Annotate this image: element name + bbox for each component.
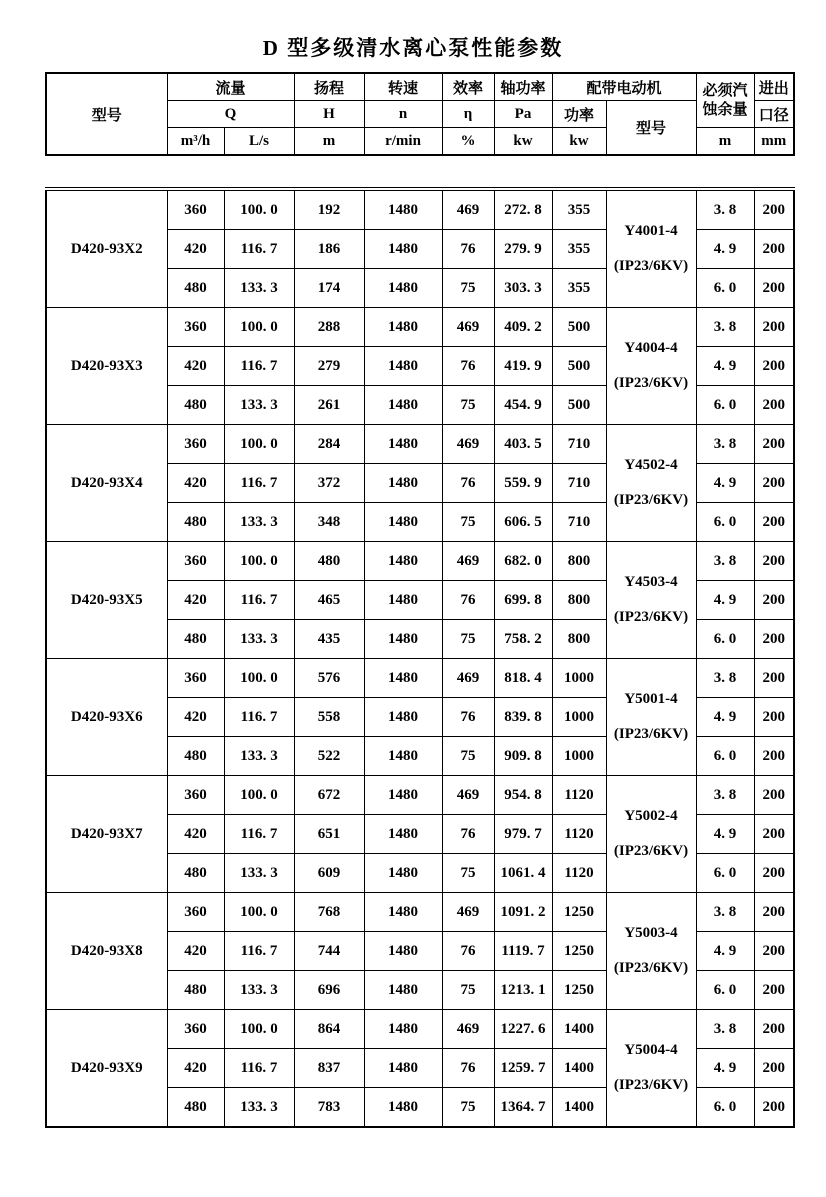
cell-efficiency: 76 xyxy=(442,1049,494,1088)
cell-shaft-power: 699. 8 xyxy=(494,581,552,620)
motor-model: Y4004-4 xyxy=(624,340,678,356)
cell-motor-power: 1400 xyxy=(552,1010,606,1049)
cell-npsh: 4. 9 xyxy=(696,932,754,971)
cell-flow-ls: 133. 3 xyxy=(224,971,294,1010)
header-motor-power-unit: kw xyxy=(552,128,606,156)
header-speed-unit: r/min xyxy=(364,128,442,156)
table-row xyxy=(46,1010,794,1049)
cell-port: 200 xyxy=(754,269,794,308)
cell-npsh: 3. 8 xyxy=(696,1010,754,1049)
cell-npsh: 3. 8 xyxy=(696,425,754,464)
cell-port: 200 xyxy=(754,230,794,269)
header-npsh-line1: 必须汽 xyxy=(702,82,748,99)
cell-flow-ls: 116. 7 xyxy=(224,230,294,269)
cell-head: 192 xyxy=(294,189,364,230)
cell-port: 200 xyxy=(754,189,794,230)
cell-motor-power: 1400 xyxy=(552,1088,606,1128)
cell-port: 200 xyxy=(754,620,794,659)
cell-npsh: 6. 0 xyxy=(696,620,754,659)
header-row-1 xyxy=(46,73,794,101)
pump-model-cell: D420-93X9 xyxy=(46,1010,167,1128)
cell-efficiency: 75 xyxy=(442,386,494,425)
cell-npsh: 3. 8 xyxy=(696,308,754,347)
cell-flow-ls: 133. 3 xyxy=(224,269,294,308)
cell-npsh: 4. 9 xyxy=(696,347,754,386)
cell-head: 435 xyxy=(294,620,364,659)
cell-efficiency: 469 xyxy=(442,776,494,815)
cell-speed: 1480 xyxy=(364,464,442,503)
cell-speed: 1480 xyxy=(364,971,442,1010)
cell-speed: 1480 xyxy=(364,737,442,776)
motor-model-cell xyxy=(606,893,696,1010)
cell-npsh: 4. 9 xyxy=(696,698,754,737)
cell-motor-power: 355 xyxy=(552,269,606,308)
cell-motor-power: 1250 xyxy=(552,971,606,1010)
cell-port: 200 xyxy=(754,737,794,776)
cell-efficiency: 76 xyxy=(442,581,494,620)
cell-flow-m3h: 360 xyxy=(167,308,224,347)
table-row xyxy=(46,776,794,815)
motor-model: Y4502-4 xyxy=(624,457,678,473)
cell-efficiency: 469 xyxy=(442,1010,494,1049)
cell-efficiency: 75 xyxy=(442,854,494,893)
cell-motor-power: 500 xyxy=(552,347,606,386)
cell-speed: 1480 xyxy=(364,386,442,425)
cell-flow-m3h: 360 xyxy=(167,776,224,815)
cell-motor-power: 710 xyxy=(552,503,606,542)
header-head: 扬程 xyxy=(294,73,364,101)
cell-head: 783 xyxy=(294,1088,364,1128)
cell-shaft-power: 979. 7 xyxy=(494,815,552,854)
cell-shaft-power: 409. 2 xyxy=(494,308,552,347)
motor-spec: (IP23/6KV) xyxy=(613,609,689,625)
cell-port: 200 xyxy=(754,854,794,893)
cell-speed: 1480 xyxy=(364,347,442,386)
cell-efficiency: 75 xyxy=(442,1088,494,1128)
cell-motor-power: 1000 xyxy=(552,737,606,776)
table-row xyxy=(46,659,794,698)
header-shaft-power: 轴功率 xyxy=(494,73,552,101)
cell-flow-ls: 133. 3 xyxy=(224,386,294,425)
cell-shaft-power: 454. 9 xyxy=(494,386,552,425)
header-npsh-unit: m xyxy=(696,128,754,156)
cell-head: 696 xyxy=(294,971,364,1010)
header-port-unit: mm xyxy=(754,128,794,156)
motor-model: Y4001-4 xyxy=(624,223,678,239)
cell-flow-ls: 100. 0 xyxy=(224,1010,294,1049)
cell-head: 174 xyxy=(294,269,364,308)
cell-flow-ls: 116. 7 xyxy=(224,1049,294,1088)
cell-head: 609 xyxy=(294,854,364,893)
cell-npsh: 6. 0 xyxy=(696,386,754,425)
cell-flow-ls: 116. 7 xyxy=(224,347,294,386)
cell-head: 864 xyxy=(294,1010,364,1049)
cell-port: 200 xyxy=(754,1049,794,1088)
pump-model-cell: D420-93X7 xyxy=(46,776,167,893)
cell-motor-power: 1120 xyxy=(552,854,606,893)
cell-efficiency: 469 xyxy=(442,659,494,698)
cell-flow-m3h: 420 xyxy=(167,464,224,503)
motor-spec: (IP23/6KV) xyxy=(613,726,689,742)
cell-flow-m3h: 360 xyxy=(167,189,224,230)
cell-efficiency: 469 xyxy=(442,893,494,932)
table-row xyxy=(46,542,794,581)
cell-npsh: 3. 8 xyxy=(696,893,754,932)
header-efficiency-unit: % xyxy=(442,128,494,156)
pump-model-cell: D420-93X3 xyxy=(46,308,167,425)
cell-flow-ls: 116. 7 xyxy=(224,932,294,971)
header-npsh xyxy=(696,73,754,128)
cell-flow-m3h: 480 xyxy=(167,269,224,308)
cell-flow-ls: 133. 3 xyxy=(224,854,294,893)
cell-shaft-power: 909. 8 xyxy=(494,737,552,776)
header-efficiency: 效率 xyxy=(442,73,494,101)
header-shaft-power-unit: kw xyxy=(494,128,552,156)
motor-model: Y5004-4 xyxy=(624,1042,678,1058)
cell-shaft-power: 606. 5 xyxy=(494,503,552,542)
cell-shaft-power: 1259. 7 xyxy=(494,1049,552,1088)
cell-shaft-power: 1227. 6 xyxy=(494,1010,552,1049)
cell-flow-m3h: 480 xyxy=(167,503,224,542)
cell-npsh: 6. 0 xyxy=(696,971,754,1010)
cell-flow-ls: 100. 0 xyxy=(224,425,294,464)
cell-motor-power: 1000 xyxy=(552,659,606,698)
header-shaft-power-symbol: Pa xyxy=(494,101,552,128)
cell-efficiency: 76 xyxy=(442,347,494,386)
cell-npsh: 6. 0 xyxy=(696,737,754,776)
cell-npsh: 4. 9 xyxy=(696,815,754,854)
cell-npsh: 3. 8 xyxy=(696,542,754,581)
cell-flow-m3h: 420 xyxy=(167,230,224,269)
header-flow-symbol: Q xyxy=(167,101,294,128)
cell-motor-power: 1250 xyxy=(552,893,606,932)
pump-table-body xyxy=(46,189,794,1127)
header-flow-unit-ls: L/s xyxy=(224,128,294,156)
cell-efficiency: 469 xyxy=(442,308,494,347)
cell-shaft-power: 419. 9 xyxy=(494,347,552,386)
cell-motor-power: 1250 xyxy=(552,932,606,971)
cell-flow-ls: 133. 3 xyxy=(224,1088,294,1128)
cell-port: 200 xyxy=(754,347,794,386)
cell-speed: 1480 xyxy=(364,854,442,893)
motor-model: Y5001-4 xyxy=(624,691,678,707)
cell-efficiency: 76 xyxy=(442,230,494,269)
cell-port: 200 xyxy=(754,971,794,1010)
cell-head: 261 xyxy=(294,386,364,425)
cell-flow-ls: 133. 3 xyxy=(224,620,294,659)
cell-npsh: 3. 8 xyxy=(696,776,754,815)
cell-port: 200 xyxy=(754,698,794,737)
cell-head: 768 xyxy=(294,893,364,932)
cell-head: 284 xyxy=(294,425,364,464)
cell-head: 288 xyxy=(294,308,364,347)
cell-flow-ls: 100. 0 xyxy=(224,308,294,347)
header-speed-symbol: n xyxy=(364,101,442,128)
cell-port: 200 xyxy=(754,581,794,620)
header-motor-model: 型号 xyxy=(606,101,696,156)
cell-motor-power: 355 xyxy=(552,189,606,230)
cell-efficiency: 75 xyxy=(442,620,494,659)
cell-shaft-power: 559. 9 xyxy=(494,464,552,503)
cell-motor-power: 710 xyxy=(552,464,606,503)
cell-npsh: 6. 0 xyxy=(696,503,754,542)
header-motor-power: 功率 xyxy=(552,101,606,128)
header-motor-group: 配带电动机 xyxy=(552,73,696,101)
cell-motor-power: 800 xyxy=(552,620,606,659)
cell-port: 200 xyxy=(754,308,794,347)
cell-flow-m3h: 360 xyxy=(167,425,224,464)
cell-flow-ls: 116. 7 xyxy=(224,581,294,620)
cell-flow-ls: 133. 3 xyxy=(224,737,294,776)
header-table xyxy=(45,72,795,156)
cell-head: 744 xyxy=(294,932,364,971)
table-row xyxy=(46,893,794,932)
header-flow-unit-m3h: m³/h xyxy=(167,128,224,156)
pump-data-table xyxy=(45,187,795,1128)
cell-flow-ls: 100. 0 xyxy=(224,776,294,815)
cell-flow-ls: 100. 0 xyxy=(224,189,294,230)
cell-flow-ls: 133. 3 xyxy=(224,503,294,542)
cell-head: 651 xyxy=(294,815,364,854)
cell-head: 186 xyxy=(294,230,364,269)
cell-flow-m3h: 360 xyxy=(167,542,224,581)
cell-npsh: 4. 9 xyxy=(696,230,754,269)
cell-head: 576 xyxy=(294,659,364,698)
cell-flow-ls: 100. 0 xyxy=(224,659,294,698)
motor-model-cell xyxy=(606,776,696,893)
cell-flow-m3h: 480 xyxy=(167,737,224,776)
cell-head: 558 xyxy=(294,698,364,737)
cell-flow-m3h: 480 xyxy=(167,620,224,659)
cell-efficiency: 75 xyxy=(442,737,494,776)
cell-flow-m3h: 480 xyxy=(167,854,224,893)
cell-flow-m3h: 480 xyxy=(167,971,224,1010)
motor-model: Y5002-4 xyxy=(624,808,678,824)
cell-efficiency: 75 xyxy=(442,503,494,542)
motor-spec: (IP23/6KV) xyxy=(613,375,689,391)
document-page xyxy=(0,32,826,1128)
motor-model-cell xyxy=(606,659,696,776)
cell-efficiency: 76 xyxy=(442,698,494,737)
cell-shaft-power: 818. 4 xyxy=(494,659,552,698)
cell-npsh: 6. 0 xyxy=(696,854,754,893)
cell-efficiency: 469 xyxy=(442,425,494,464)
header-speed: 转速 xyxy=(364,73,442,101)
cell-shaft-power: 682. 0 xyxy=(494,542,552,581)
cell-shaft-power: 1119. 7 xyxy=(494,932,552,971)
cell-shaft-power: 758. 2 xyxy=(494,620,552,659)
cell-flow-m3h: 480 xyxy=(167,1088,224,1128)
cell-efficiency: 469 xyxy=(442,189,494,230)
cell-shaft-power: 1364. 7 xyxy=(494,1088,552,1128)
cell-port: 200 xyxy=(754,659,794,698)
cell-shaft-power: 279. 9 xyxy=(494,230,552,269)
table-row xyxy=(46,308,794,347)
motor-spec: (IP23/6KV) xyxy=(613,843,689,859)
motor-model-cell xyxy=(606,189,696,308)
cell-head: 465 xyxy=(294,581,364,620)
cell-port: 200 xyxy=(754,542,794,581)
cell-shaft-power: 1091. 2 xyxy=(494,893,552,932)
header-head-unit: m xyxy=(294,128,364,156)
motor-spec: (IP23/6KV) xyxy=(613,960,689,976)
motor-model-cell xyxy=(606,308,696,425)
cell-speed: 1480 xyxy=(364,1010,442,1049)
cell-motor-power: 1000 xyxy=(552,698,606,737)
cell-shaft-power: 303. 3 xyxy=(494,269,552,308)
cell-port: 200 xyxy=(754,503,794,542)
cell-motor-power: 710 xyxy=(552,425,606,464)
pump-model-cell: D420-93X6 xyxy=(46,659,167,776)
cell-speed: 1480 xyxy=(364,189,442,230)
cell-flow-ls: 100. 0 xyxy=(224,542,294,581)
cell-flow-ls: 116. 7 xyxy=(224,698,294,737)
cell-flow-m3h: 480 xyxy=(167,386,224,425)
cell-speed: 1480 xyxy=(364,620,442,659)
cell-flow-m3h: 360 xyxy=(167,659,224,698)
header-flow: 流量 xyxy=(167,73,294,101)
cell-npsh: 4. 9 xyxy=(696,581,754,620)
cell-port: 200 xyxy=(754,464,794,503)
cell-shaft-power: 954. 8 xyxy=(494,776,552,815)
cell-flow-m3h: 420 xyxy=(167,581,224,620)
header-port-line2: 口径 xyxy=(754,101,794,128)
page-title: D 型多级清水离心泵性能参数 xyxy=(262,36,564,60)
cell-flow-ls: 116. 7 xyxy=(224,464,294,503)
cell-head: 837 xyxy=(294,1049,364,1088)
motor-model: Y5003-4 xyxy=(624,925,678,941)
cell-port: 200 xyxy=(754,425,794,464)
cell-port: 200 xyxy=(754,1010,794,1049)
motor-model: Y4503-4 xyxy=(624,574,678,590)
cell-motor-power: 1400 xyxy=(552,1049,606,1088)
cell-head: 522 xyxy=(294,737,364,776)
cell-speed: 1480 xyxy=(364,503,442,542)
cell-head: 372 xyxy=(294,464,364,503)
header-model: 型号 xyxy=(46,73,167,155)
cell-flow-m3h: 420 xyxy=(167,698,224,737)
motor-spec: (IP23/6KV) xyxy=(613,492,689,508)
cell-shaft-power: 403. 5 xyxy=(494,425,552,464)
cell-shaft-power: 1061. 4 xyxy=(494,854,552,893)
cell-motor-power: 1120 xyxy=(552,815,606,854)
cell-shaft-power: 839. 8 xyxy=(494,698,552,737)
cell-motor-power: 355 xyxy=(552,230,606,269)
cell-speed: 1480 xyxy=(364,269,442,308)
cell-flow-ls: 100. 0 xyxy=(224,893,294,932)
pump-model-cell: D420-93X5 xyxy=(46,542,167,659)
cell-speed: 1480 xyxy=(364,932,442,971)
cell-npsh: 6. 0 xyxy=(696,1088,754,1128)
pump-model-cell: D420-93X8 xyxy=(46,893,167,1010)
cell-head: 672 xyxy=(294,776,364,815)
cell-shaft-power: 1213. 1 xyxy=(494,971,552,1010)
motor-model-cell xyxy=(606,1010,696,1128)
table-row xyxy=(46,189,794,230)
cell-port: 200 xyxy=(754,932,794,971)
motor-spec: (IP23/6KV) xyxy=(613,1077,689,1093)
table-row xyxy=(46,425,794,464)
cell-speed: 1480 xyxy=(364,308,442,347)
cell-motor-power: 500 xyxy=(552,386,606,425)
cell-efficiency: 76 xyxy=(442,815,494,854)
header-port-line1: 进出 xyxy=(754,73,794,101)
cell-flow-m3h: 420 xyxy=(167,347,224,386)
cell-npsh: 3. 8 xyxy=(696,189,754,230)
cell-head: 480 xyxy=(294,542,364,581)
cell-head: 279 xyxy=(294,347,364,386)
cell-speed: 1480 xyxy=(364,542,442,581)
cell-port: 200 xyxy=(754,386,794,425)
cell-flow-ls: 116. 7 xyxy=(224,815,294,854)
cell-efficiency: 469 xyxy=(442,542,494,581)
cell-npsh: 4. 9 xyxy=(696,464,754,503)
cell-motor-power: 1120 xyxy=(552,776,606,815)
cell-speed: 1480 xyxy=(364,659,442,698)
pump-model-cell: D420-93X4 xyxy=(46,425,167,542)
pump-model-cell: D420-93X2 xyxy=(46,189,167,308)
cell-efficiency: 76 xyxy=(442,464,494,503)
cell-npsh: 3. 8 xyxy=(696,659,754,698)
cell-head: 348 xyxy=(294,503,364,542)
cell-port: 200 xyxy=(754,815,794,854)
cell-speed: 1480 xyxy=(364,1088,442,1128)
cell-speed: 1480 xyxy=(364,1049,442,1088)
cell-port: 200 xyxy=(754,893,794,932)
cell-efficiency: 76 xyxy=(442,932,494,971)
cell-speed: 1480 xyxy=(364,698,442,737)
cell-flow-m3h: 360 xyxy=(167,1010,224,1049)
cell-flow-m3h: 420 xyxy=(167,815,224,854)
cell-flow-m3h: 420 xyxy=(167,932,224,971)
header-efficiency-symbol: η xyxy=(442,101,494,128)
cell-efficiency: 75 xyxy=(442,971,494,1010)
cell-motor-power: 800 xyxy=(552,542,606,581)
cell-flow-m3h: 420 xyxy=(167,1049,224,1088)
motor-model-cell xyxy=(606,542,696,659)
cell-shaft-power: 272. 8 xyxy=(494,189,552,230)
cell-speed: 1480 xyxy=(364,776,442,815)
cell-port: 200 xyxy=(754,776,794,815)
motor-model-cell xyxy=(606,425,696,542)
cell-speed: 1480 xyxy=(364,581,442,620)
cell-port: 200 xyxy=(754,1088,794,1128)
cell-speed: 1480 xyxy=(364,893,442,932)
motor-spec: (IP23/6KV) xyxy=(613,258,689,274)
cell-motor-power: 800 xyxy=(552,581,606,620)
cell-efficiency: 75 xyxy=(442,269,494,308)
cell-speed: 1480 xyxy=(364,230,442,269)
cell-speed: 1480 xyxy=(364,815,442,854)
cell-flow-m3h: 360 xyxy=(167,893,224,932)
cell-npsh: 6. 0 xyxy=(696,269,754,308)
header-npsh-line2: 蚀余量 xyxy=(702,101,748,118)
cell-npsh: 4. 9 xyxy=(696,1049,754,1088)
cell-speed: 1480 xyxy=(364,425,442,464)
header-head-symbol: H xyxy=(294,101,364,128)
cell-motor-power: 500 xyxy=(552,308,606,347)
